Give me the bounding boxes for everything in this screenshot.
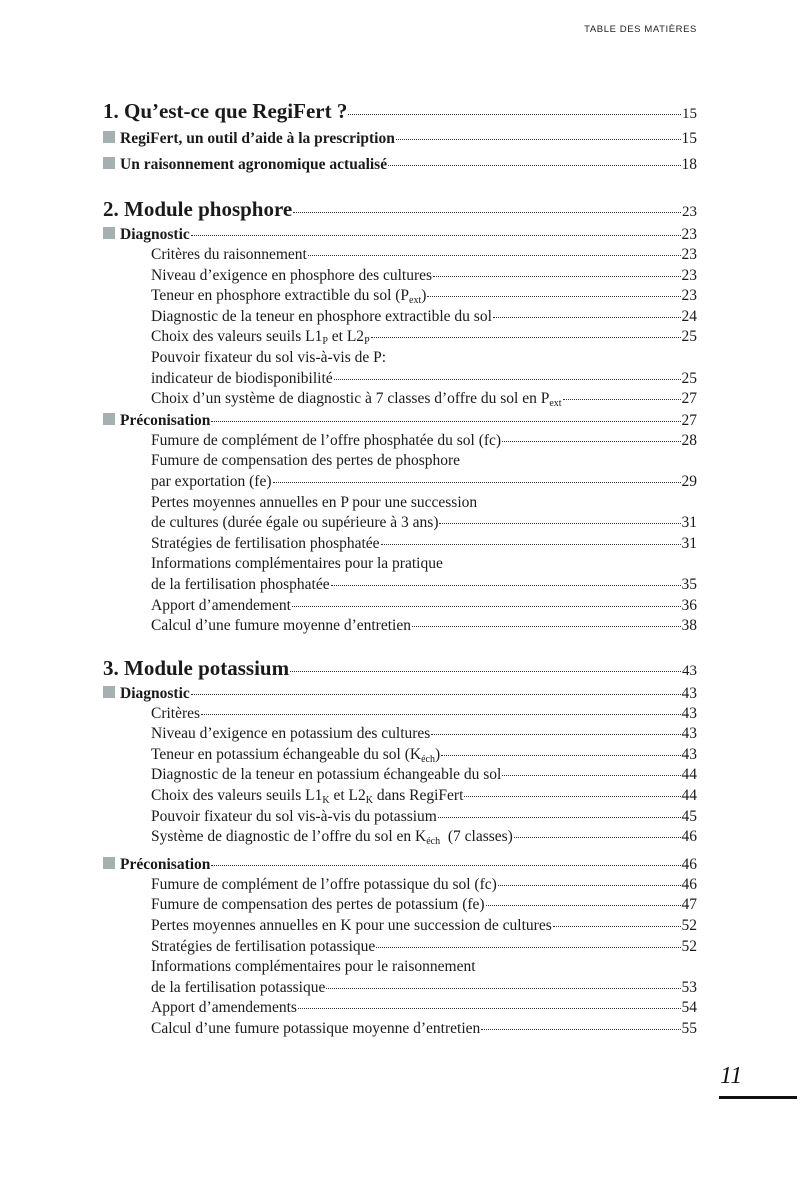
page-number: 43	[681, 745, 697, 763]
page-number: 53	[681, 978, 697, 996]
page-number: 55	[681, 1020, 697, 1037]
page-number: 18	[681, 156, 697, 173]
square-bullet-icon	[103, 157, 115, 169]
square-bullet-icon	[103, 227, 115, 239]
toc-item[interactable]	[103, 916, 697, 937]
toc-item-title: Critères	[151, 704, 201, 722]
toc-item[interactable]	[103, 431, 697, 452]
toc-item-title: Fumure de compensation des pertes de phosphore	[151, 452, 461, 470]
dot-leader	[441, 755, 680, 756]
page-number: 24	[681, 307, 697, 325]
dot-leader	[486, 905, 681, 906]
dot-leader	[412, 626, 681, 627]
toc-item-title: de la fertilisation phosphatée	[151, 575, 330, 593]
toc-subsection-preconisation[interactable]	[103, 854, 697, 875]
page-number: 35	[681, 575, 697, 593]
page-number: 36	[681, 596, 697, 614]
dot-leader	[273, 482, 681, 483]
toc-item-title: Pouvoir fixateur du sol vis-à-vis du potassium	[151, 807, 437, 825]
dot-leader	[427, 296, 680, 297]
toc-item-title: Teneur en potassium échangeable du sol $(K_{éch})$	[151, 745, 441, 765]
toc-item-continued[interactable]	[103, 451, 697, 472]
page-number: 23	[681, 266, 697, 284]
toc-heading-title: 2. Module phosphore	[103, 197, 293, 221]
page-number: 28	[681, 431, 697, 449]
toc-item-title: Pertes moyennes annuelles en P pour une succession	[151, 493, 478, 511]
toc-item-title: Choix des valeurs seuils $L1_P$ et $L2_P$	[151, 328, 370, 348]
square-bullet-icon	[103, 857, 115, 869]
dot-leader	[396, 139, 681, 140]
toc-item-title: Pouvoir fixateur du sol vis-à-vis de P:	[151, 348, 387, 366]
toc-item-continued[interactable]	[103, 493, 697, 514]
dot-leader	[439, 523, 680, 524]
toc-subsection-title: Préconisation	[120, 411, 211, 429]
page-number: 46	[681, 828, 697, 846]
dot-leader	[298, 1008, 681, 1009]
toc-item[interactable]	[103, 745, 697, 766]
page-number: 46	[681, 855, 697, 873]
toc-section-1	[103, 96, 697, 178]
page-number: 43	[682, 662, 697, 679]
toc-entry[interactable]	[103, 152, 697, 178]
toc-item-continued[interactable]	[103, 554, 697, 575]
dot-leader	[481, 1029, 680, 1030]
toc-item-title: Choix d’un système de diagnostic à 7 classes d’offre du sol en $P_{ext}$	[151, 390, 562, 410]
dot-leader	[211, 421, 680, 422]
toc-heading-title: 1. Qu’est-ce que RegiFert ?	[103, 99, 348, 123]
square-bullet-icon	[103, 686, 115, 698]
page-number: 46	[681, 875, 697, 893]
dot-leader	[498, 885, 681, 886]
dot-leader	[293, 212, 681, 213]
toc-item[interactable]	[103, 327, 697, 348]
toc-item[interactable]	[103, 513, 697, 534]
toc-item-title: Niveau d’exigence en potassium des cultures	[151, 725, 431, 743]
dot-leader	[438, 817, 681, 818]
page-number: 15	[681, 130, 697, 147]
dot-leader	[191, 694, 681, 695]
page-number: 23	[681, 287, 697, 305]
page-number: 43	[681, 704, 697, 722]
dot-leader	[553, 926, 681, 927]
toc-item[interactable]	[103, 389, 697, 410]
toc-heading[interactable]	[103, 96, 697, 126]
toc-item-continued[interactable]	[103, 957, 697, 978]
toc-item[interactable]	[103, 286, 697, 307]
toc-section-3	[103, 653, 697, 1040]
page-number: 43	[681, 725, 697, 743]
dot-leader	[464, 796, 680, 797]
dot-leader	[563, 399, 681, 400]
toc-subsection-title: Diagnostic	[120, 684, 190, 702]
dot-leader	[290, 671, 681, 672]
page-number: 25	[681, 369, 697, 387]
dot-leader	[493, 317, 681, 318]
page-number: 44	[681, 766, 697, 784]
page-number: 52	[681, 917, 697, 935]
toc-item[interactable]	[103, 245, 697, 266]
toc-entry-title: Un raisonnement agronomique actualisé	[120, 156, 388, 173]
dot-leader	[431, 734, 680, 735]
toc-item-title: Apport d’amendements	[151, 999, 297, 1017]
toc-item[interactable]	[103, 704, 697, 725]
toc-item-title: Teneur en phosphore extractible du sol $(P_{ext})$	[151, 287, 427, 307]
toc-entry-title: RegiFert, un outil d’aide à la prescription	[120, 130, 395, 147]
toc-item[interactable]	[103, 875, 697, 896]
page-number: 54	[681, 999, 697, 1017]
page-number: 52	[681, 937, 697, 955]
toc-item-title: Stratégies de fertilisation potassique	[151, 937, 376, 955]
toc-item-title: Niveau d’exigence en phosphore des cultures	[151, 266, 433, 284]
page-number: 29	[681, 472, 697, 490]
page-number: 23	[681, 226, 697, 243]
toc-item-title: indicateur de biodisponibilité	[151, 369, 333, 387]
dot-leader	[292, 606, 681, 607]
toc-subsection-diagnostic[interactable]	[103, 224, 697, 245]
toc-item[interactable]	[103, 369, 697, 390]
toc-item[interactable]	[103, 786, 697, 807]
toc-item-title: Apport d’amendement	[151, 596, 291, 614]
dot-leader	[331, 585, 681, 586]
toc-item-title: Calcul d’une fumure moyenne d’entretien	[151, 617, 411, 635]
toc-item-title: de cultures (durée égale ou supérieure à 3 ans)	[151, 514, 439, 532]
toc-item[interactable]	[103, 575, 697, 596]
toc-item-title: Informations complémentaires pour la pratique	[151, 555, 443, 573]
toc-item-continued[interactable]	[103, 348, 697, 369]
dot-leader	[201, 714, 680, 715]
dot-leader	[191, 235, 681, 236]
toc-item[interactable]	[103, 266, 697, 287]
toc-heading-title: 3. Module potassium	[103, 655, 290, 680]
toc-entry[interactable]	[103, 126, 697, 152]
toc-subsection-title: Préconisation	[120, 855, 211, 873]
toc-subsection-preconisation[interactable]	[103, 410, 697, 431]
page-number: 31	[681, 514, 697, 532]
toc-heading[interactable]	[103, 653, 697, 683]
toc-item-title: Fumure de complément de l’offre potassique du sol (fc)	[151, 875, 497, 893]
toc-item-title: Calcul d’une fumure potassique moyenne d’entretien	[151, 1020, 481, 1037]
page-number: 27	[681, 390, 697, 408]
toc-heading[interactable]	[103, 194, 697, 224]
dot-leader	[308, 255, 681, 256]
toc-item-title: par exportation (fe)	[151, 472, 272, 490]
page-number: 47	[681, 896, 697, 914]
dot-leader	[348, 114, 681, 115]
page-number: 43	[681, 684, 697, 702]
running-head: TABLE DES MATIÈRES	[584, 24, 697, 35]
toc-section-2	[103, 194, 697, 637]
page-number: 23	[682, 204, 697, 220]
dot-leader	[388, 165, 680, 166]
table-of-contents	[103, 96, 697, 1056]
toc-item[interactable]	[103, 827, 697, 848]
toc-item[interactable]	[103, 307, 697, 328]
page-folio: 11	[720, 1063, 743, 1089]
dot-leader	[334, 379, 681, 380]
toc-item-title: de la fertilisation potassique	[151, 978, 326, 996]
dot-leader	[326, 988, 680, 989]
page-number: 27	[681, 411, 697, 429]
toc-item-title: Système de diagnostic de l’offre du sol en $K_{éch}$ (7 classes)	[151, 828, 513, 848]
toc-item-title: Diagnostic de la teneur en phosphore extractible du sol	[151, 307, 492, 325]
toc-item-title: Critères du raisonnement	[151, 246, 307, 263]
toc-item[interactable]	[103, 807, 697, 828]
toc-item[interactable]	[103, 616, 697, 637]
dot-leader	[211, 865, 680, 866]
toc-item[interactable]	[103, 998, 697, 1019]
dot-leader	[502, 441, 680, 442]
page-number: 31	[681, 534, 697, 552]
dot-leader	[433, 276, 680, 277]
toc-item[interactable]	[103, 724, 697, 745]
page-number: 23	[681, 246, 697, 263]
toc-item-title: Stratégies de fertilisation phosphatée	[151, 534, 380, 552]
dot-leader	[376, 947, 680, 948]
toc-item-title: Informations complémentaires pour le raisonnement	[151, 958, 476, 976]
toc-item[interactable]	[103, 472, 697, 493]
toc-subsection-diagnostic[interactable]	[103, 683, 697, 704]
page-number: 45	[681, 807, 697, 825]
dot-leader	[514, 837, 681, 838]
dot-leader	[381, 544, 681, 545]
page-number: 15	[682, 106, 697, 122]
toc-item[interactable]	[103, 765, 697, 786]
square-bullet-icon	[103, 413, 115, 425]
toc-item-title: Fumure de complément de l’offre phosphatée du sol (fc)	[151, 431, 502, 449]
toc-item-title: Diagnostic de la teneur en potassium échangeable du sol	[151, 766, 502, 784]
folio-rule	[719, 1096, 797, 1099]
toc-item-title: Fumure de compensation des pertes de potassium (fe)	[151, 896, 485, 914]
toc-item[interactable]	[103, 596, 697, 617]
toc-item-title: Choix des valeurs seuils $L1_K$ et $L2_K$ dans RegiFert	[151, 787, 464, 807]
toc-item-title: Pertes moyennes annuelles en K pour une succession de cultures	[151, 917, 552, 935]
toc-item[interactable]	[103, 534, 697, 555]
toc-item[interactable]	[103, 978, 697, 999]
toc-item[interactable]	[103, 895, 697, 916]
toc-subsection-title: Diagnostic	[120, 226, 190, 243]
dot-leader	[371, 337, 681, 338]
page-number: 38	[681, 617, 697, 635]
square-bullet-icon	[103, 131, 115, 143]
dot-leader	[502, 775, 680, 776]
toc-item[interactable]	[103, 1019, 697, 1040]
page-number: 25	[681, 328, 697, 346]
toc-item[interactable]	[103, 937, 697, 958]
page-number: 44	[681, 787, 697, 805]
